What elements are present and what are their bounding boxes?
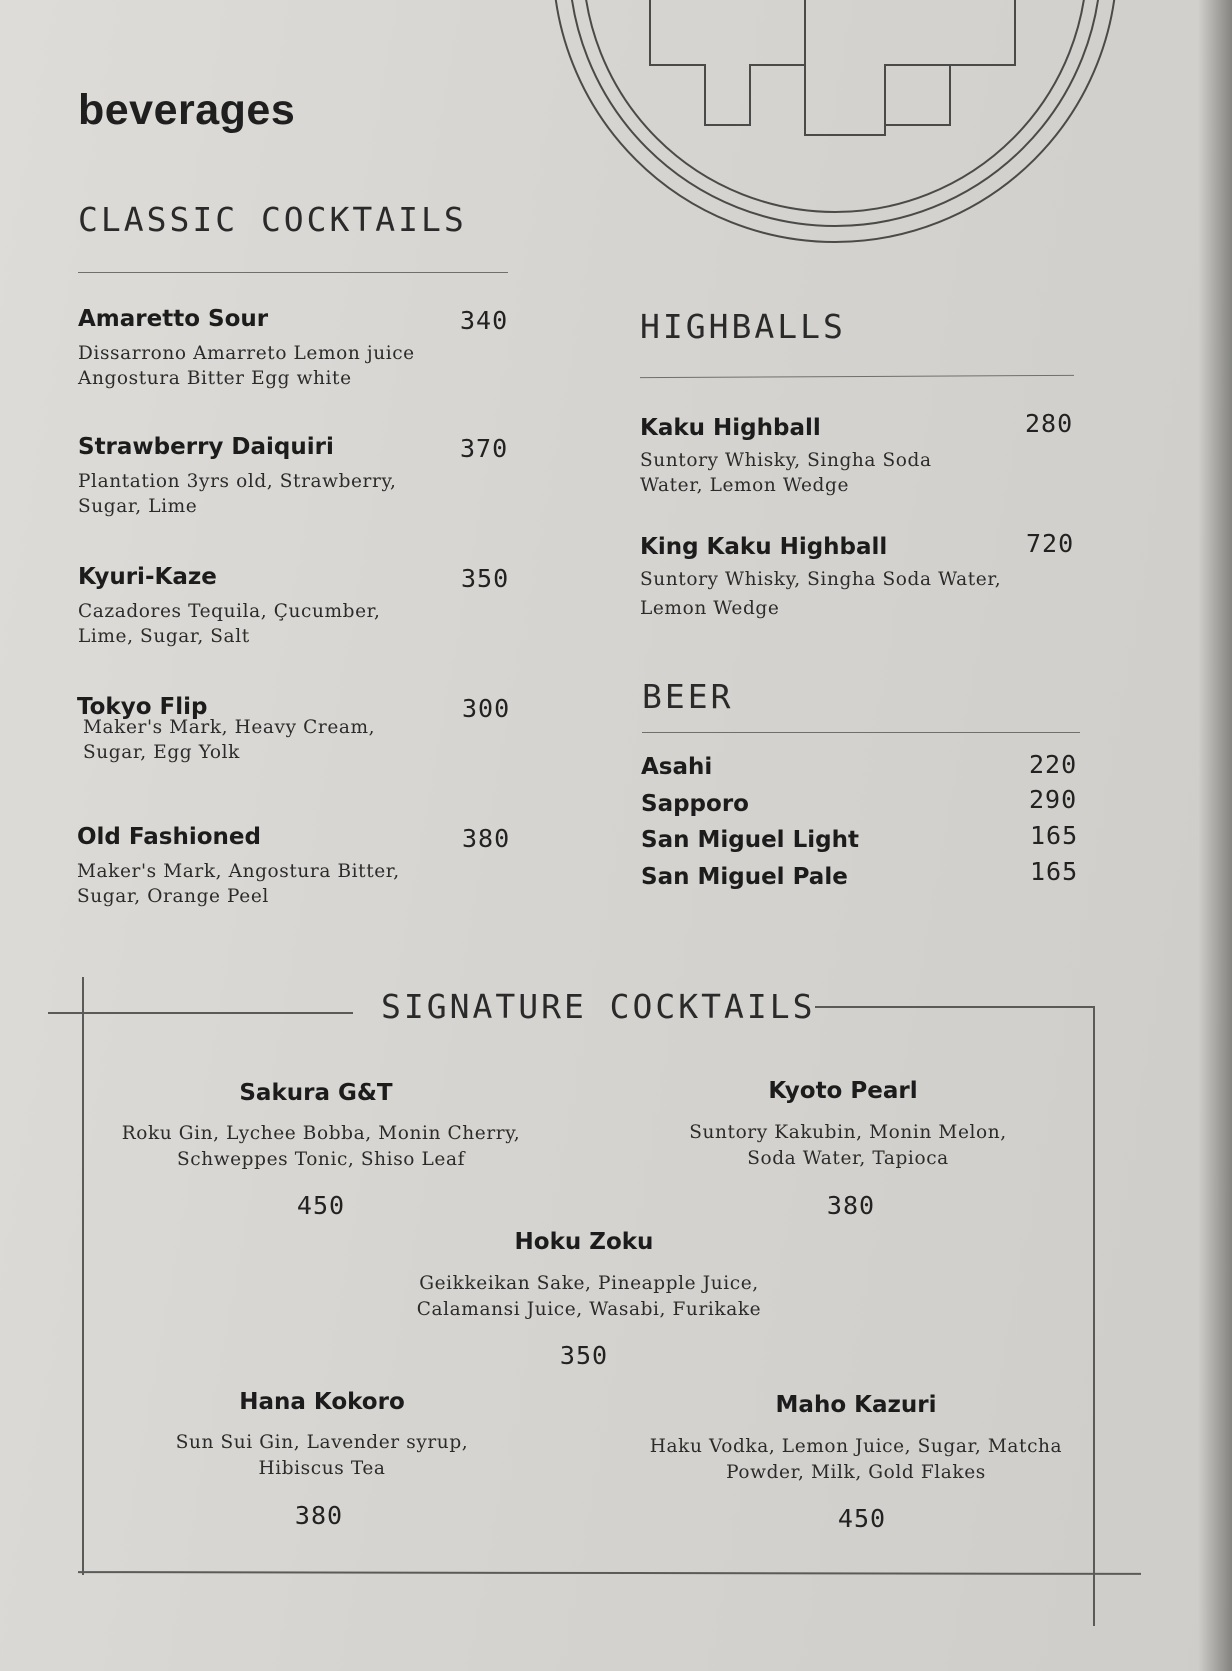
highballs-heading: HIGHBALLS	[640, 307, 846, 346]
item-description-line1: Suntory Whisky, Singha Soda	[640, 450, 932, 471]
signature-cocktails-heading: SIGNATURE COCKTAILS	[381, 987, 816, 1026]
item-name: King Kaku Highball	[640, 534, 888, 560]
item-description-line2: Soda Water, Tapioca	[747, 1148, 949, 1169]
signature-frame-right	[1093, 1006, 1095, 1626]
item-description-line1: Dissarrono Amarreto Lemon juice	[78, 343, 415, 364]
item-price: 450	[296, 1191, 346, 1220]
item-name: Sakura G&T	[239, 1080, 393, 1106]
item-name: Strawberry Daiquiri	[78, 434, 334, 460]
beer-heading: BEER	[642, 677, 734, 716]
signature-frame-bottom	[78, 1571, 1141, 1574]
item-description-line1: Roku Gin, Lychee Bobba, Monin Cherry,	[121, 1123, 521, 1144]
item-description-line2: Sugar, Egg Yolk	[83, 742, 240, 763]
beer-price: 220	[1029, 750, 1078, 779]
item-price: 340	[460, 306, 509, 335]
beer-name: San Miguel Pale	[641, 864, 848, 890]
item-price: 450	[837, 1504, 887, 1533]
classic-divider	[78, 272, 508, 273]
classic-cocktails-heading: CLASSIC COCKTAILS	[78, 200, 467, 239]
item-price: 380	[826, 1191, 876, 1220]
item-description-line1: Maker's Mark, Angostura Bitter,	[77, 861, 400, 882]
item-name: Kyuri-Kaze	[78, 564, 217, 590]
item-price: 350	[461, 564, 510, 593]
item-name: Kyoto Pearl	[768, 1078, 918, 1104]
beer-divider	[642, 732, 1080, 733]
signature-frame-left	[82, 977, 84, 1575]
item-name: Hana Kokoro	[239, 1389, 405, 1415]
item-description-line2: Lemon Wedge	[640, 598, 780, 619]
item-price: 380	[294, 1501, 344, 1530]
item-description-line2: Sugar, Lime	[78, 496, 198, 517]
item-description-line2: Angostura Bitter Egg white	[78, 368, 352, 389]
item-price: 370	[460, 434, 509, 463]
item-description-line2: Powder, Milk, Gold Flakes	[726, 1462, 986, 1483]
beer-price: 165	[1030, 821, 1079, 850]
item-description-line1: Geikkeikan Sake, Pineapple Juice,	[419, 1273, 759, 1294]
item-name: Old Fashioned	[77, 824, 261, 850]
item-description-line2: Schweppes Tonic, Shiso Leaf	[176, 1149, 466, 1170]
beer-price: 290	[1029, 785, 1078, 814]
beer-price: 165	[1030, 857, 1079, 886]
item-description-line2: Lime, Sugar, Salt	[78, 626, 250, 647]
item-price: 380	[462, 824, 511, 853]
page-title: beverages	[78, 86, 296, 134]
item-name: Kaku Highball	[640, 415, 821, 441]
item-price: 720	[1026, 529, 1075, 558]
beer-name: Asahi	[641, 754, 713, 780]
item-name: Amaretto Sour	[78, 306, 269, 332]
item-description-line1: Haku Vodka, Lemon Juice, Sugar, Matcha	[649, 1436, 1063, 1457]
item-name: Hoku Zoku	[514, 1229, 654, 1255]
highballs-divider	[640, 375, 1074, 378]
signature-frame-top-left	[48, 1012, 353, 1014]
item-description-line1: Maker's Mark, Heavy Cream,	[83, 717, 376, 738]
item-price: 300	[462, 694, 511, 723]
signature-frame-top-right	[815, 1006, 1095, 1008]
item-description-line2: Water, Lemon Wedge	[640, 475, 849, 496]
item-description-line1: Plantation 3yrs old, Strawberry,	[78, 471, 397, 492]
item-price: 350	[559, 1341, 609, 1370]
item-price: 280	[1025, 409, 1074, 438]
item-description-line2: Calamansi Juice, Wasabi, Furikake	[416, 1299, 762, 1320]
beer-name: Sapporo	[641, 791, 749, 817]
item-description-line2: Hibiscus Tea	[258, 1458, 386, 1479]
item-description-line1: Suntory Kakubin, Monin Melon,	[689, 1122, 1007, 1143]
page-edge-shadow	[1198, 0, 1232, 1671]
restaurant-logo-emblem	[540, 0, 1140, 260]
item-name: Tokyo Flip	[77, 694, 208, 720]
item-description-line2: Sugar, Orange Peel	[77, 886, 269, 907]
item-description-line1: Suntory Whisky, Singha Soda Water,	[640, 569, 1002, 590]
item-description-line1: Sun Sui Gin, Lavender syrup,	[175, 1432, 469, 1453]
item-name: Maho Kazuri	[775, 1392, 937, 1418]
item-description-line1: Cazadores Tequila, Çucumber,	[78, 601, 381, 622]
beer-name: San Miguel Light	[641, 827, 859, 853]
